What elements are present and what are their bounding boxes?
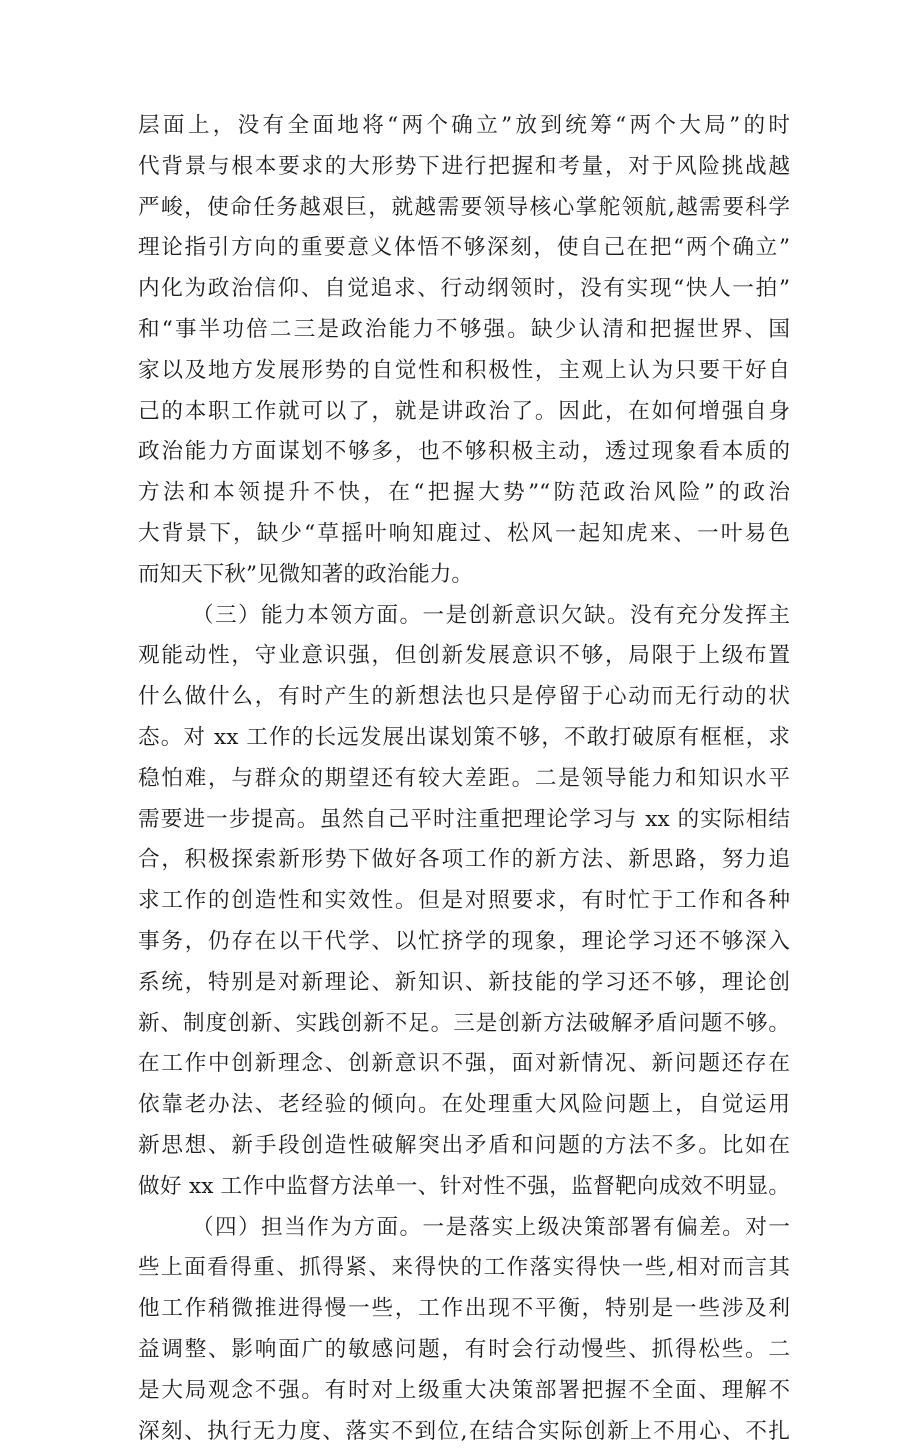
text-line: 是大局观念不强。有时对上级重大决策部署把握不全面、理解不	[138, 1371, 790, 1412]
text-line: 层面上，没有全面地将“两个确立”放到统筹“两个大局”的时	[138, 106, 790, 147]
text-line: 内化为政治信仰、自觉追求、行动纲领时，没有实现“快人一拍”	[138, 269, 790, 310]
text-line: 严峻，使命任务越艰巨，就越需要领导核心掌舵领航,越需要科学	[138, 188, 790, 229]
paragraph-political-ability	[138, 106, 790, 596]
text-line: 他工作稍微推进得慢一些，工作出现不平衡，特别是一些涉及利	[138, 1289, 790, 1330]
text-line: 求工作的创造性和实效性。但是对照要求，有时忙于工作和各种	[138, 881, 790, 922]
text-line: 什么做什么，有时产生的新想法也只是停留于心动而无行动的状	[138, 677, 790, 718]
paragraph-ability-skills	[138, 596, 790, 1208]
text-line: 稳怕难，与群众的期望还有较大差距。二是领导能力和知识水平	[138, 759, 790, 800]
text-line: 观能动性，守业意识强，但创新发展意识不够，局限于上级布置	[138, 636, 790, 677]
text-line: 代背景与根本要求的大形势下进行把握和考量，对于风险挑战越	[138, 147, 790, 188]
text-line: 家以及地方发展形势的自觉性和积极性，主观上认为只要干好自	[138, 351, 790, 392]
text-line: 做好 xx 工作中监督方法单一、针对性不强，监督靶向成效不明显。	[138, 1167, 790, 1208]
text-line: 而知天下秋”见微知著的政治能力。	[138, 555, 790, 596]
text-line: 益调整、影响面广的敏感问题，有时会行动慢些、抓得松些。二	[138, 1330, 790, 1371]
text-line: 己的本职工作就可以了，就是讲政治了。因此，在如何增强自身	[138, 392, 790, 433]
text-line: 新思想、新手段创造性破解突出矛盾和问题的方法不多。比如在	[138, 1126, 790, 1167]
text-line: 依靠老办法、老经验的倾向。在处理重大风险问题上，自觉运用	[138, 1085, 790, 1126]
text-line: 深刻、执行无力度、落实不到位,在结合实际创新上不用心、不扎	[138, 1412, 790, 1452]
text-line: 系统，特别是对新理论、新知识、新技能的学习还不够，理论创	[138, 963, 790, 1004]
text-line: 需要进一步提高。虽然自己平时注重把理论学习与 xx 的实际相结	[138, 800, 790, 841]
document-body	[138, 106, 790, 1452]
text-line: 在工作中创新理念、创新意识不强，面对新情况、新问题还存在	[138, 1044, 790, 1085]
text-line: 理论指引方向的重要意义体悟不够深刻，使自己在把“两个确立”	[138, 228, 790, 269]
text-line: 方法和本领提升不快，在“把握大势”“防范政治风险”的政治	[138, 473, 790, 514]
text-line: 态。对 xx 工作的长远发展出谋划策不够，不敢打破原有框框，求	[138, 718, 790, 759]
paragraph-responsibility	[138, 1208, 790, 1452]
text-line: 和“事半功倍二三是政治能力不够强。缺少认清和把握世界、国	[138, 310, 790, 351]
text-line: （四）担当作为方面。一是落实上级决策部署有偏差。对一	[138, 1208, 790, 1249]
text-line: 新、制度创新、实践创新不足。三是创新方法破解矛盾问题不够。	[138, 1004, 790, 1045]
text-line: 大背景下，缺少“草摇叶响知鹿过、松风一起知虎来、一叶易色	[138, 514, 790, 555]
text-line: 事务，仍存在以干代学、以忙挤学的现象，理论学习还不够深入	[138, 922, 790, 963]
text-line: （三）能力本领方面。一是创新意识欠缺。没有充分发挥主	[138, 596, 790, 637]
text-line: 些上面看得重、抓得紧、来得快的工作落实得快一些,相对而言其	[138, 1248, 790, 1289]
text-line: 合，积极探索新形势下做好各项工作的新方法、新思路，努力追	[138, 840, 790, 881]
text-line: 政治能力方面谋划不够多，也不够积极主动，透过现象看本质的	[138, 432, 790, 473]
